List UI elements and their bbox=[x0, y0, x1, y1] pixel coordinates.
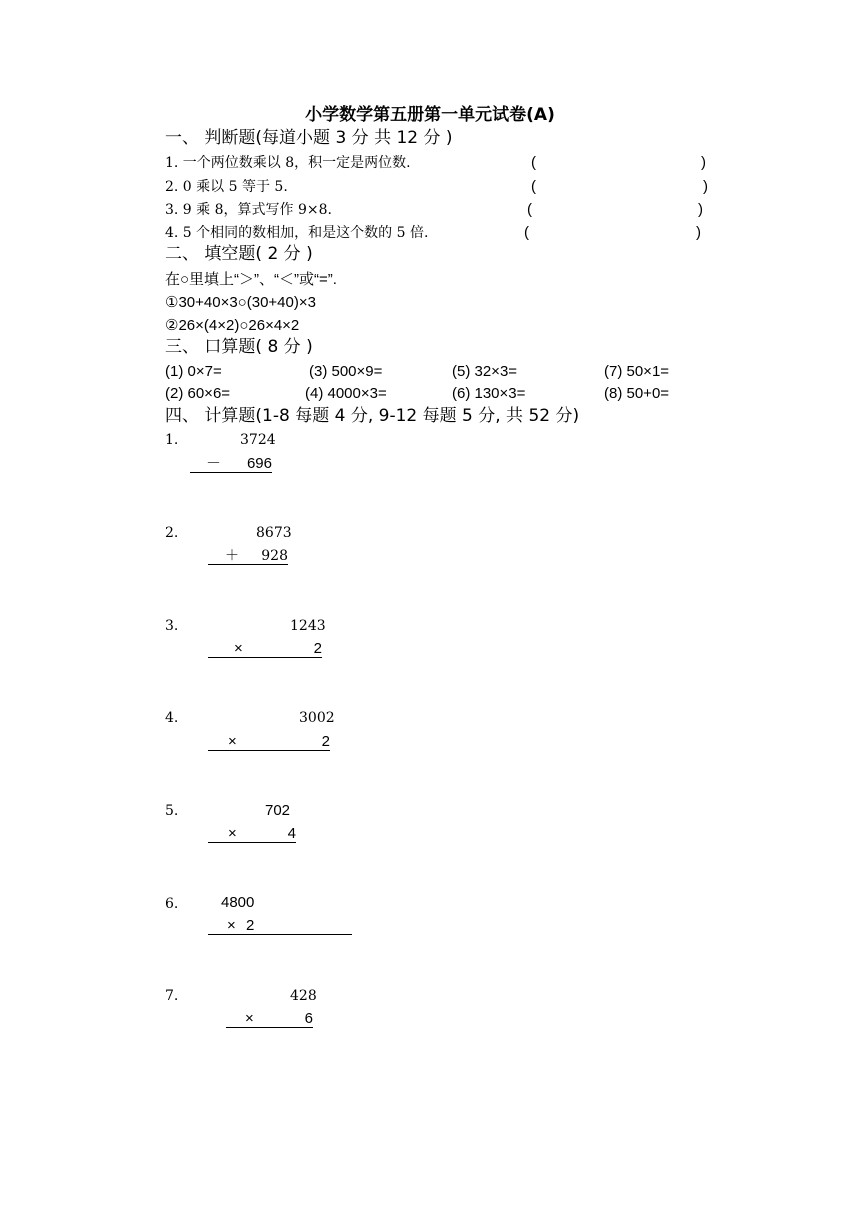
p6-bottom: 2 bbox=[246, 917, 255, 934]
p6-number: 6. bbox=[165, 896, 179, 912]
p1-number: 1. bbox=[165, 432, 179, 448]
p5-top: 702 bbox=[265, 802, 291, 819]
s1-item-4: 4. 5 个相同的数相加，和是这个数的 5 倍. bbox=[165, 225, 429, 241]
p5-bottom-line bbox=[208, 826, 296, 843]
s2-instruction: 在○里填上“＞”、“＜”或“=”. bbox=[165, 271, 337, 288]
p4-bottom: 2 bbox=[321, 733, 330, 750]
s1-item-1: 1. 一个两位数乘以 8，积一定是两位数. bbox=[165, 155, 411, 171]
section3-heading: 三、 口算题( 8 分 ) bbox=[165, 337, 313, 357]
s1-item-4-close: ) bbox=[696, 224, 701, 241]
p2-op: ＋ bbox=[225, 548, 239, 564]
page-title: 小学数学第五册第一单元试卷(A) bbox=[305, 105, 555, 125]
p3-number: 3. bbox=[165, 618, 179, 634]
p6-op: × bbox=[227, 917, 236, 934]
p7-number: 7. bbox=[165, 988, 179, 1004]
s3-r2-c4: (8) 50+0= bbox=[604, 385, 670, 402]
p5-bottom: 4 bbox=[287, 825, 296, 842]
p1-top: 3724 bbox=[240, 432, 276, 448]
p5-op: × bbox=[228, 825, 237, 842]
s2-item-1: ①30+40×3○(30+40)×3 bbox=[165, 294, 316, 311]
s1-item-2: 2. 0 乘以 5 等于 5. bbox=[165, 179, 288, 195]
p3-op: × bbox=[234, 640, 243, 657]
p6-top: 4800 bbox=[221, 894, 255, 911]
p6-bottom-line bbox=[208, 918, 352, 935]
s3-r2-c3: (6) 130×3= bbox=[452, 385, 526, 402]
p4-bottom-line bbox=[208, 734, 330, 751]
s1-item-3-close: ) bbox=[698, 201, 703, 218]
section4-heading: 四、 计算题(1-8 每题 4 分, 9-12 每题 5 分, 共 52 分) bbox=[165, 406, 580, 426]
s1-item-2-open[interactable]: ( bbox=[531, 178, 536, 195]
p4-top: 3002 bbox=[299, 710, 335, 726]
p4-number: 4. bbox=[165, 710, 179, 726]
p2-bottom: 928 bbox=[261, 548, 288, 564]
p2-number: 2. bbox=[165, 525, 179, 541]
s1-item-3: 3. 9 乘 8，算式写作 9×8. bbox=[165, 202, 332, 218]
p4-op: × bbox=[228, 733, 237, 750]
p7-bottom: 6 bbox=[304, 1010, 313, 1027]
p3-bottom: 2 bbox=[313, 640, 322, 657]
p7-op: × bbox=[245, 1010, 254, 1027]
section2-heading: 二、 填空题( 2 分 ) bbox=[165, 244, 313, 264]
s3-r1-c2: (3) 500×9= bbox=[309, 363, 383, 380]
s1-item-1-close: ) bbox=[701, 154, 706, 171]
p3-top: 1243 bbox=[290, 618, 326, 634]
s1-item-4-open[interactable]: ( bbox=[524, 224, 529, 241]
p7-top: 428 bbox=[290, 988, 317, 1004]
s3-r1-c1: (1) 0×7= bbox=[165, 363, 222, 380]
section1-heading: 一、 判断题(每道小题 3 分 共 12 分 ) bbox=[165, 128, 453, 148]
s1-item-3-open[interactable]: ( bbox=[527, 201, 532, 218]
p3-bottom-line bbox=[208, 641, 322, 658]
p7-bottom-line bbox=[226, 1011, 313, 1028]
p1-op: － bbox=[206, 455, 222, 472]
s1-item-2-close: ) bbox=[703, 178, 708, 195]
p1-bottom-line bbox=[190, 456, 272, 473]
p5-number: 5. bbox=[165, 803, 179, 819]
s3-r2-c1: (2) 60×6= bbox=[165, 385, 231, 402]
s3-r1-c4: (7) 50×1= bbox=[604, 363, 670, 380]
s3-r1-c3: (5) 32×3= bbox=[452, 363, 518, 380]
p1-bottom: 696 bbox=[246, 455, 272, 472]
s1-item-1-open[interactable]: ( bbox=[531, 154, 536, 171]
s3-r2-c2: (4) 4000×3= bbox=[305, 385, 387, 402]
p2-bottom-line bbox=[208, 549, 288, 565]
s2-item-2: ②26×(4×2)○26×4×2 bbox=[165, 317, 300, 334]
p2-top: 8673 bbox=[256, 525, 292, 541]
